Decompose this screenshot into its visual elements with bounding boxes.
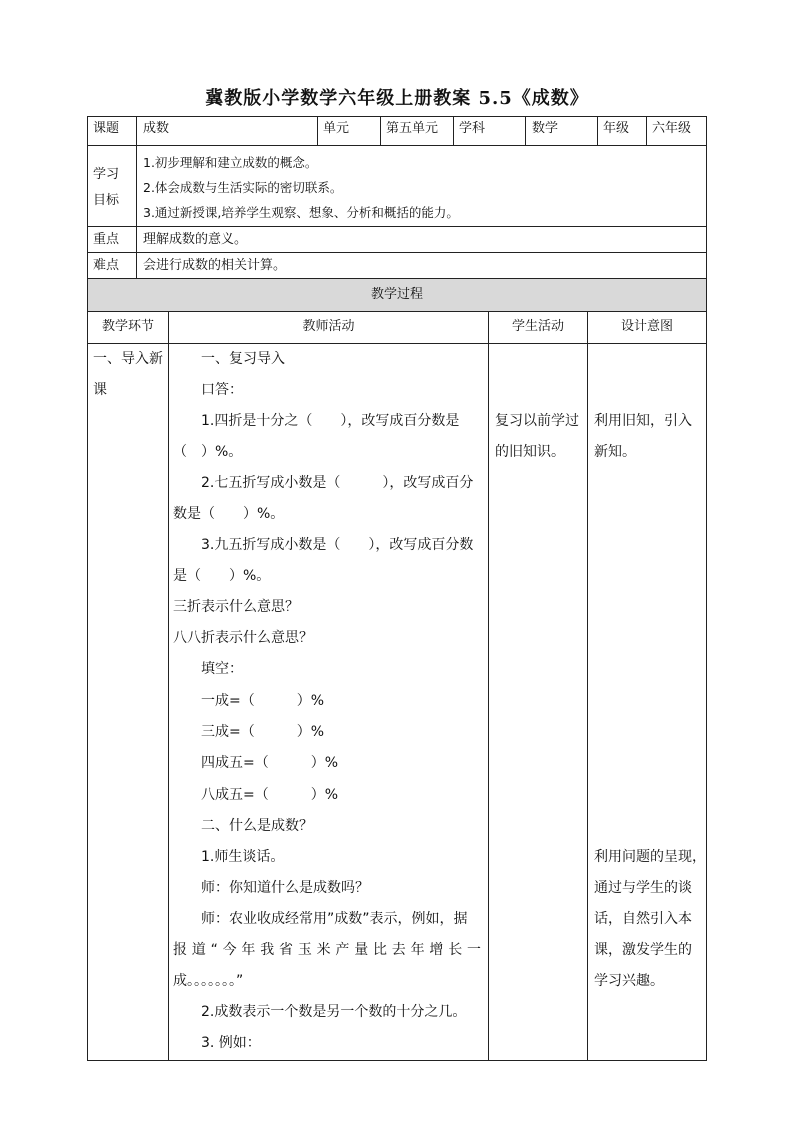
- teacher-line: 2.七五折写成小数是（ ），改写成百分: [201, 475, 474, 491]
- goal-item: 2.体会成数与生活实际的密切联系。: [143, 180, 343, 195]
- process-header: 教学过程: [370, 287, 423, 302]
- table-rule: [380, 116, 381, 145]
- table-rule: [87, 226, 707, 227]
- goal-item: 1.初步理解和建立成数的概念。: [143, 155, 318, 170]
- intent-line: 新知。: [594, 444, 636, 460]
- keti-value: 成数: [143, 121, 170, 136]
- teacher-line: 口答：: [201, 382, 243, 398]
- teacher-line: （ ）%。: [173, 444, 243, 460]
- teacher-line: 填空：: [201, 661, 243, 677]
- teacher-line: 二、什么是成数？: [201, 818, 313, 834]
- table-rule: [168, 311, 169, 1060]
- difficulty-value: 会进行成数的相关计算。: [143, 258, 287, 273]
- table-rule: [87, 343, 707, 344]
- intent-line: 学习兴趣。: [594, 973, 664, 989]
- teacher-line: 一成=（ ）%: [201, 693, 325, 709]
- intent-line: 话，自然引入本: [594, 911, 692, 927]
- column-header: 教师活动: [302, 319, 355, 334]
- keti-label: 课题: [93, 121, 120, 136]
- table-rule: [453, 116, 454, 145]
- teacher-line: 3.九五折写成小数是（ ），改写成百分数: [201, 537, 474, 553]
- table-rule: [87, 1060, 707, 1061]
- table-border: [706, 116, 707, 1061]
- xueke-label: 学科: [459, 121, 486, 136]
- intent-line: 课，激发学生的: [594, 942, 692, 958]
- table-rule: [587, 311, 588, 1060]
- key-point-label: 重点: [93, 232, 120, 247]
- table-rule: [488, 311, 489, 1060]
- table-rule: [317, 116, 318, 145]
- table-rule: [136, 116, 137, 278]
- key-point-value: 理解成数的意义。: [143, 232, 248, 247]
- xueke-value: 数学: [532, 121, 559, 136]
- column-header: 设计意图: [620, 319, 673, 334]
- danyuan-value: 第五单元: [386, 121, 439, 136]
- intent-line: 通过与学生的谈: [594, 880, 692, 896]
- page-title: 冀教版小学数学六年级上册教案 5.5《成数》: [205, 88, 589, 109]
- intent-line: 利用问题的呈现，: [594, 849, 706, 865]
- teacher-line: 八八折表示什么意思？: [173, 630, 313, 646]
- goals-label: 学习: [93, 167, 120, 182]
- teacher-line: 1.师生谈话。: [201, 849, 285, 865]
- teacher-line: 是（ ）%。: [173, 568, 271, 584]
- table-rule: [87, 311, 707, 312]
- table-rule: [646, 116, 647, 145]
- teacher-line: 三折表示什么意思？: [173, 599, 299, 615]
- teacher-line: 成。。。。。。。”: [173, 973, 244, 989]
- teacher-line: 3. 例如：: [201, 1035, 261, 1051]
- difficulty-label: 难点: [93, 258, 120, 273]
- nianji-label: 年级: [603, 121, 630, 136]
- stage-label: 一、导入新: [93, 351, 163, 367]
- teacher-line: 数是（ ）%。: [173, 506, 285, 522]
- student-line: 复习以前学过: [495, 413, 579, 429]
- teacher-line: 师：你知道什么是成数吗？: [201, 880, 369, 896]
- table-rule: [87, 116, 707, 117]
- teacher-line: 报道“今年我省玉米产量比去年增长一: [173, 942, 481, 958]
- teacher-line: 四成五=（ ）%: [201, 755, 339, 771]
- teacher-line: 八成五=（ ）%: [201, 787, 339, 803]
- teacher-line: 2.成数表示一个数是另一个数的十分之几。: [201, 1004, 467, 1020]
- table-rule: [525, 116, 526, 145]
- danyuan-label: 单元: [323, 121, 350, 136]
- nianji-value: 六年级: [652, 121, 692, 136]
- goals-label: 目标: [93, 193, 120, 208]
- table-rule: [597, 116, 598, 145]
- table-border: [87, 116, 88, 1061]
- teacher-line: 一、复习导入: [201, 351, 285, 367]
- goal-item: 3.通过新授课,培养学生观察、想象、分析和概括的能力。: [143, 205, 459, 220]
- stage-label: 课: [93, 382, 107, 398]
- teacher-line: 三成=（ ）%: [201, 724, 325, 740]
- column-header: 学生活动: [511, 319, 564, 334]
- table-rule: [87, 145, 707, 146]
- student-line: 的旧知识。: [495, 444, 565, 460]
- intent-line: 利用旧知，引入: [594, 413, 692, 429]
- teacher-line: 师：农业收成经常用”成数”表示，例如，据: [201, 911, 468, 927]
- column-header: 教学环节: [101, 319, 154, 334]
- table-rule: [87, 252, 707, 253]
- teacher-line: 1.四折是十分之（ ），改写成百分数是: [201, 413, 460, 429]
